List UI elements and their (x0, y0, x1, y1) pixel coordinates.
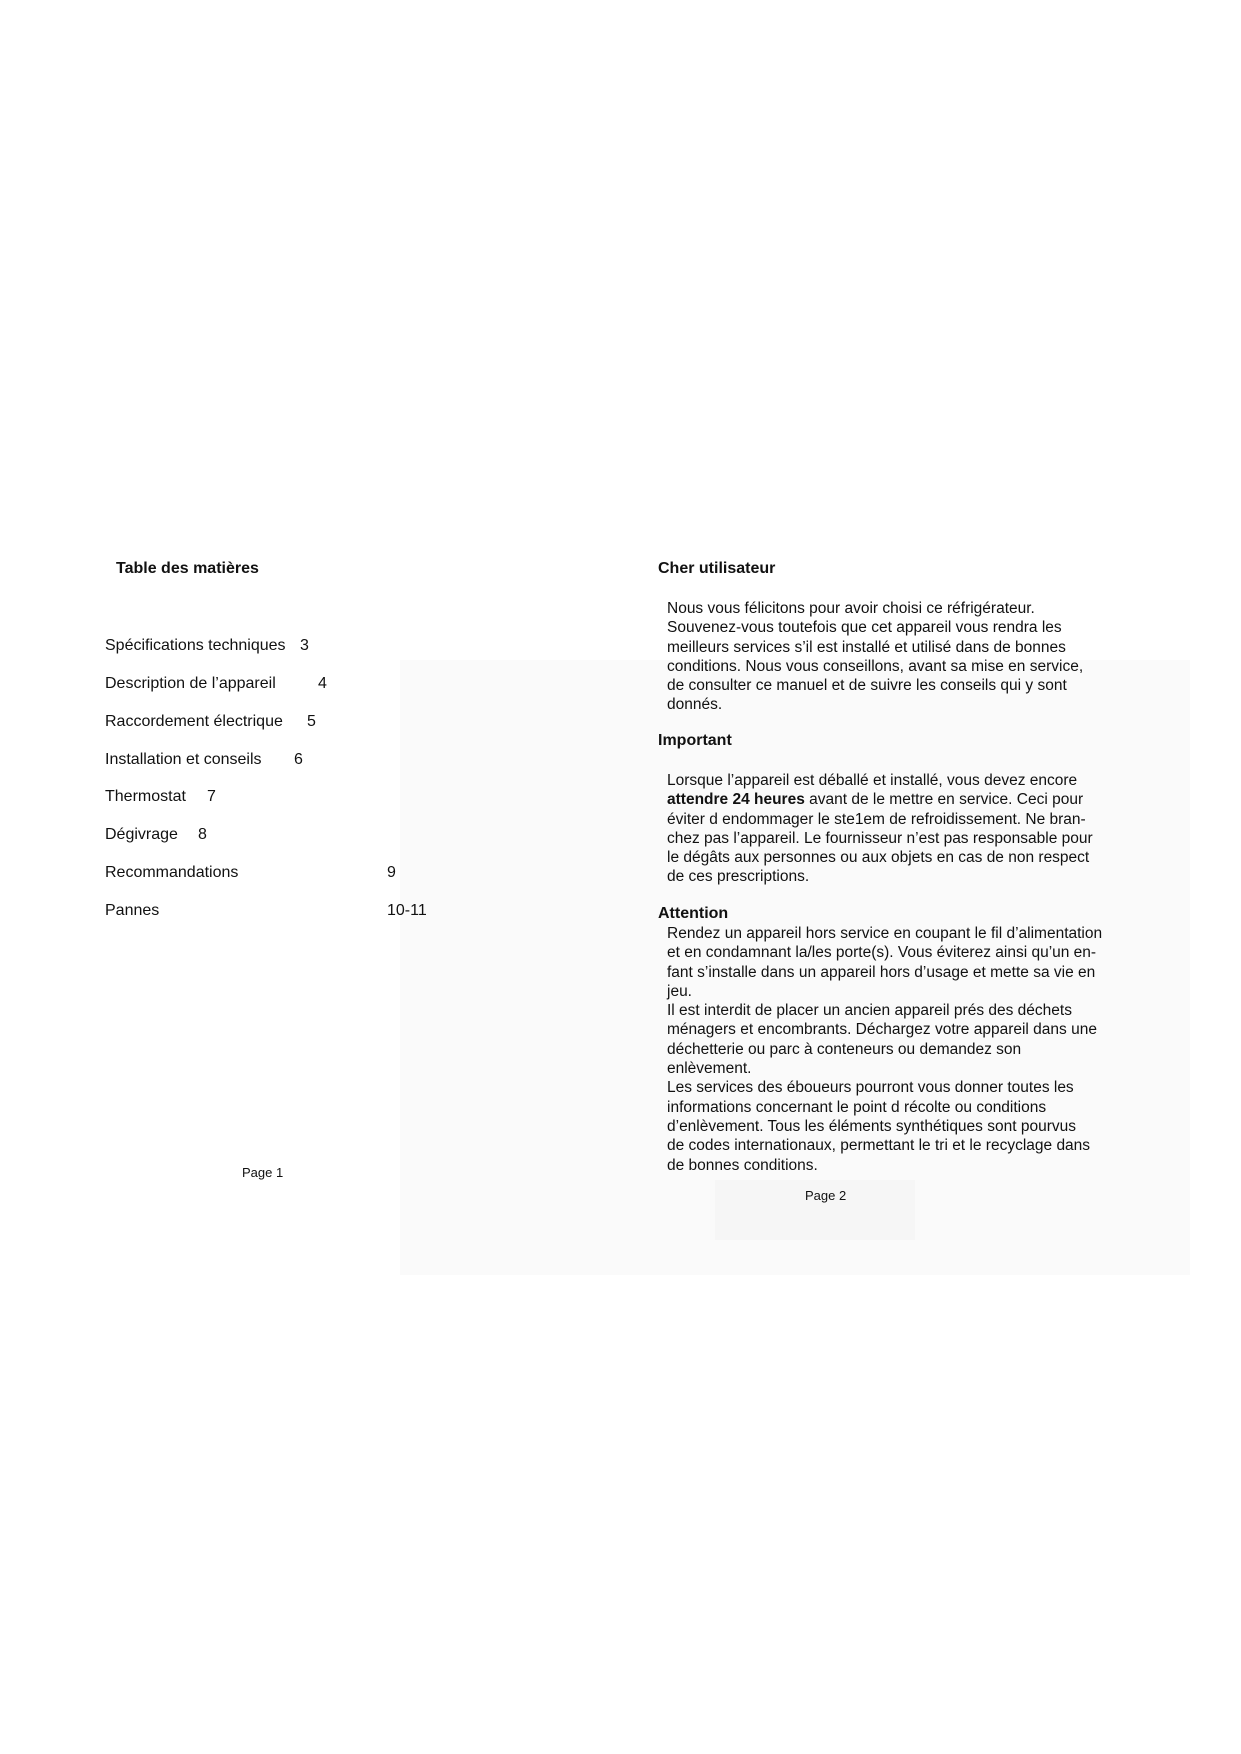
toc-label: Raccordement électrique (105, 713, 283, 730)
intro-line: meilleurs services s’il est installé et utilisé dans de bonnes (667, 638, 1066, 656)
toc-label: Thermostat (105, 788, 186, 805)
attention-heading: Attention (658, 905, 729, 922)
toc-label: Recommandations (105, 864, 239, 881)
intro-line: Souvenez-vous toutefois que cet appareil vous rendra les (667, 619, 1062, 637)
toc-page: 9 (387, 864, 396, 881)
important-line: de ces prescriptions. (667, 868, 810, 886)
important-emphasis: attendre 24 heures (667, 791, 805, 809)
greeting-heading: Cher utilisateur (658, 560, 776, 577)
toc-page: 7 (207, 788, 216, 805)
important-line (667, 790, 1093, 809)
attention-line: de bonnes conditions. (667, 1156, 818, 1174)
intro-line: donnés. (667, 696, 723, 714)
toc-page: 6 (294, 751, 303, 768)
attention-line: d’enlèvement. Tous les éléments synthétiques sont pourvus (667, 1117, 1076, 1135)
toc-title: Table des matières (116, 560, 259, 577)
attention-line: déchetterie ou parc à conteneurs ou demandez son (667, 1040, 1022, 1058)
attention-paragraph (667, 924, 1102, 1175)
toc-label: Spécifications techniques (105, 637, 286, 654)
attention-line: et en condamnant la/les porte(s). Vous éviterez ainsi qu’un en- (667, 944, 1097, 962)
attention-line: Les services des éboueurs pourront vous donner toutes les (667, 1079, 1074, 1097)
page-number: Page 2 (805, 1188, 847, 1203)
important-paragraph (667, 771, 1093, 887)
toc-label: Description de l’appareil (105, 675, 276, 692)
attention-line: enlèvement. (667, 1060, 752, 1078)
attention-line: Rendez un appareil hors service en coupant le fil d’alimentation (667, 925, 1103, 942)
page-number: Page 1 (242, 1165, 284, 1180)
toc-page: 10-11 (387, 902, 427, 919)
attention-line: Il est interdit de placer un ancien appareil prés des déchets (667, 1002, 1072, 1020)
toc-label: Pannes (105, 902, 160, 919)
important-line-rest: avant de le mettre en service. Ceci pour (804, 791, 1084, 809)
attention-line: fant s’installe dans un appareil hors d’usage et mette sa vie en (667, 963, 1096, 981)
toc-label: Dégivrage (105, 826, 178, 843)
toc-page: 8 (198, 826, 207, 843)
attention-line: ménagers et encombrants. Déchargez votre appareil dans une (667, 1021, 1097, 1039)
intro-line: de consulter ce manuel et de suivre les conseils qui y sont (667, 677, 1067, 695)
important-line: chez pas l’appareil. Le fournisseur n’est pas responsable pour (667, 829, 1093, 847)
attention-line: de codes internationaux, permettant le tri et le recyclage dans (667, 1137, 1091, 1155)
important-heading: Important (658, 732, 732, 749)
attention-line: informations concernant le point d récolte ou conditions (667, 1098, 1047, 1116)
important-line: le dégâts aux personnes ou aux objets en cas de non respect (667, 849, 1090, 867)
toc-page: 3 (300, 637, 309, 654)
toc-page: 5 (307, 713, 316, 730)
toc-page: 4 (318, 675, 327, 692)
important-line: éviter d endommager le ste1em de refroidissement. Ne bran- (667, 810, 1086, 828)
intro-line: conditions. Nous vous conseillons, avant sa mise en service, (667, 657, 1084, 675)
intro-paragraph (667, 599, 1083, 715)
intro-line: Nous vous félicitons pour avoir choisi ce réfrigérateur. (667, 600, 1035, 617)
important-line: Lorsque l’appareil est déballé et installé, vous devez encore (667, 772, 1078, 789)
attention-line: jeu. (667, 982, 692, 1000)
toc-label: Installation et conseils (105, 751, 262, 768)
